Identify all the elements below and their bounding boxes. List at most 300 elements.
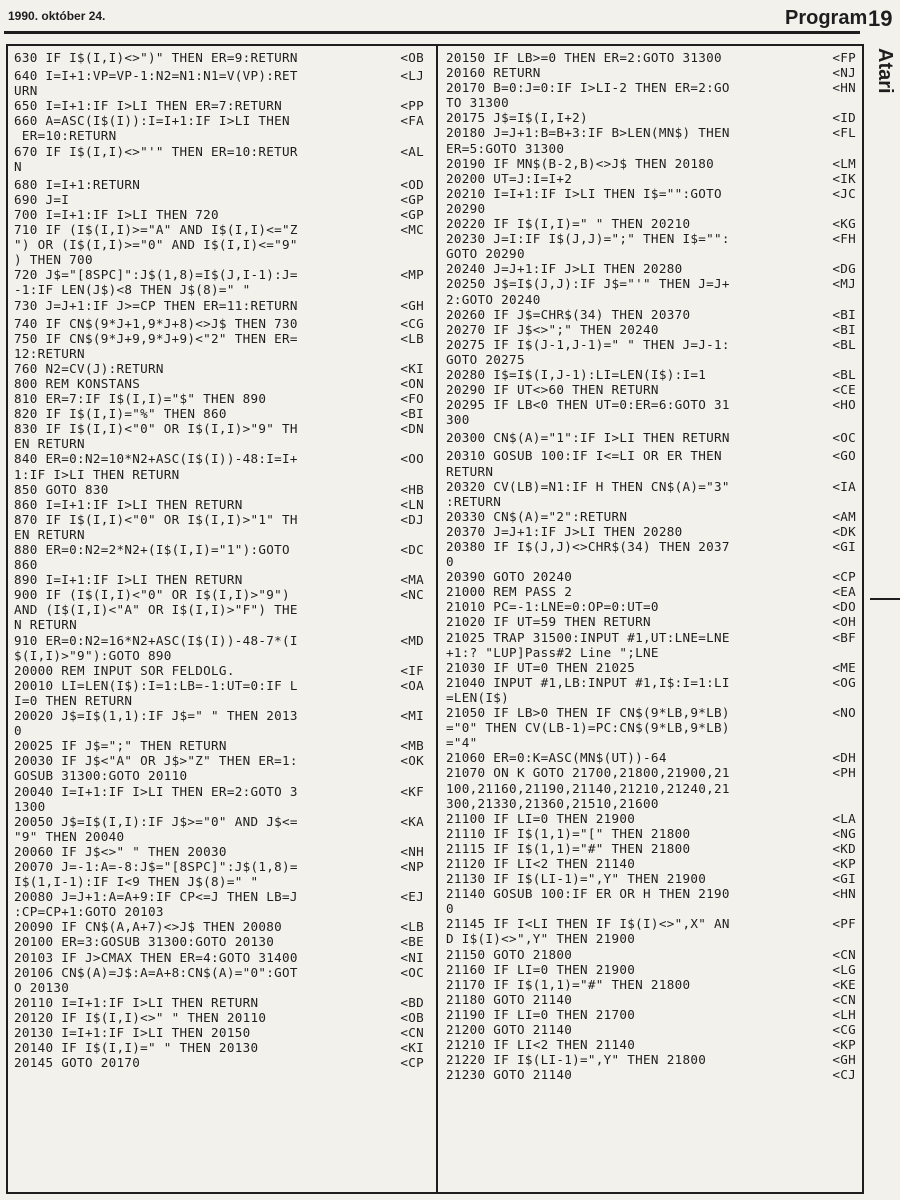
column-divider [436,46,438,1192]
code-text: 20250 J$=I$(J,J):IF J$="'" THEN J=J+ [446,276,730,292]
code-text: 860 I=I+1:IF I>LI THEN RETURN [14,496,243,512]
code-text: 730 J=J+1:IF J>=CP THEN ER=11:RETURN [14,297,298,313]
code-text: ") OR (I$(I,I)>="0" AND I$(I,I)<="9" [14,237,298,253]
code-line [446,80,860,95]
code-text: O 20130 [14,979,70,995]
line-checksum: <OK [400,753,424,769]
code-text: 20175 J$=I$(I,I+2) [446,110,588,126]
code-line [14,159,428,174]
code-line [446,735,860,750]
line-checksum: <MD [400,632,424,648]
code-text: 0 [14,723,22,739]
line-checksum: <FH [832,231,856,247]
code-line [14,829,428,844]
code-line [446,448,860,463]
line-checksum: <CN [400,1025,424,1040]
code-text: 20025 IF J$=";" THEN RETURN [14,738,227,754]
code-line [14,784,428,799]
code-text: 21180 GOTO 21140 [446,991,573,1007]
code-text: 20040 I=I+1:IF I>LI THEN ER=2:GOTO 3 [14,783,298,799]
code-line [446,614,860,629]
code-text: 20290 IF UT<>60 THEN RETURN [446,382,659,398]
code-line [14,693,428,708]
code-text: 890 I=I+1:IF I>LI THEN RETURN [14,572,243,588]
code-text: 21160 IF LI=0 THEN 21900 [446,961,636,977]
line-checksum: <KI [400,360,424,376]
code-text: 20170 B=0:J=0:IF I>LI-2 THEN ER=2:GO [446,80,730,96]
code-text: $(I,I)>"9"):GOTO 890 [14,647,172,663]
code-text: GOTO 20275 [446,351,525,367]
code-text: 21140 GOSUB 100:IF ER OR H THEN 2190 [446,886,730,902]
line-checksum: <DC [400,542,424,557]
code-line [14,557,428,572]
line-checksum: <OB [400,1009,424,1025]
line-checksum: <NC [400,587,424,603]
code-text: 720 J$="[8SPC]":J$(1,8)=I$(J,I-1):J= [14,267,298,283]
line-checksum: <MI [400,708,424,724]
code-line [14,237,428,252]
code-text: 740 IF CN$(9*J+1,9*J+8)<>J$ THEN 730 [14,315,298,331]
code-line [14,889,428,904]
code-text: 20310 GOSUB 100:IF I<=LI OR ER THEN [446,448,722,464]
line-checksum: <BF [832,629,856,645]
code-line [14,128,428,143]
line-checksum: <GI [832,871,856,887]
line-checksum: <IK [832,170,856,186]
code-text: 20020 J$=I$(1,1):IF J$=" " THEN 2013 [14,708,298,724]
code-text: 21010 PC=-1:LNE=0:OP=0:UT=0 [446,599,659,615]
code-line [14,98,428,113]
code-line [14,346,428,361]
code-line [446,690,860,705]
code-line [446,630,860,645]
code-line [446,1067,860,1082]
code-line [14,527,428,542]
line-checksum: <KG [832,216,856,232]
line-checksum: <OB [400,50,424,65]
line-checksum: <MC [400,222,424,238]
code-line [446,65,860,80]
code-line [14,663,428,678]
code-text: 680 I=I+1:RETURN [14,176,141,192]
line-checksum: <HB [400,481,424,497]
code-text: 750 IF CN$(9*J+9,9*J+9)<"2" THEN ER= [14,330,298,346]
code-text: 21120 IF LI<2 THEN 21140 [446,855,636,871]
code-line [14,68,428,83]
code-line [446,841,860,856]
line-checksum: <DH [832,750,856,766]
line-checksum: <OG [832,674,856,690]
code-text: 20110 I=I+1:IF I>LI THEN RETURN [14,994,259,1010]
code-line [14,678,428,693]
line-checksum: <ME [832,659,856,675]
code-line [14,587,428,602]
code-text: 20295 IF LB<0 THEN UT=0:ER=6:GOTO 31 [446,397,730,413]
code-line [446,1052,860,1067]
issue-date: 1990. október 24. [8,9,106,23]
line-checksum: <CE [832,382,856,398]
code-line [446,705,860,720]
code-line [446,886,860,901]
code-line [14,738,428,753]
code-text: 910 ER=0:N2=16*N2+ASC(I$(I))-48-7*(I [14,632,298,648]
code-line [446,292,860,307]
code-text: 21025 TRAP 31500:INPUT #1,UT:LNE=LNE [446,629,730,645]
line-checksum: <OD [400,176,424,192]
code-line [14,995,428,1010]
line-checksum: <HN [832,886,856,902]
code-text: 20190 IF MN$(B-2,B)<>J$ THEN 20180 [446,155,714,171]
code-line [446,977,860,992]
code-text: 840 ER=0:N2=10*N2+ASC(I$(I))-48:I=I+ [14,451,298,467]
code-text: 21130 IF I$(LI-1)=",Y" THEN 21900 [446,871,707,887]
code-text: 2:GOTO 20240 [446,291,541,307]
line-checksum: <BI [832,321,856,337]
code-line [446,509,860,524]
code-line [14,361,428,376]
line-checksum: <OC [832,430,856,446]
code-text: 20000 REM INPUT SOR FELDOLG. [14,662,235,678]
line-checksum: <JC [832,185,856,201]
line-checksum: <LB [400,330,424,346]
code-line [446,125,860,140]
code-line [14,844,428,859]
code-text: TO 31300 [446,95,510,111]
code-line [14,904,428,919]
code-text: GOSUB 31300:GOTO 20110 [14,768,188,784]
code-text: 20220 IF I$(I,I)=" " THEN 20210 [446,216,691,232]
line-checksum: <DO [832,599,856,615]
code-text: 20030 IF J$<"A" OR J$>"Z" THEN ER=1: [14,753,298,769]
line-checksum: <GI [832,539,856,554]
code-line [446,231,860,246]
code-text: 21170 IF I$(1,1)="#" THEN 21800 [446,976,691,992]
code-text: 20200 UT=J:I=I+2 [446,170,573,186]
code-text: 100,21160,21190,21140,21210,21240,21 [446,780,730,796]
code-line [14,144,428,159]
code-text: 900 IF (I$(I,I)<"0" OR I$(I,I)>"9") [14,587,290,603]
code-line [14,467,428,482]
code-text: 20260 IF J$=CHR$(34) THEN 20370 [446,306,691,322]
code-line [14,799,428,814]
line-checksum: <CN [832,991,856,1007]
header-rule [4,31,860,34]
code-text: ="0" THEN CV(LB-1)=PC:CN$(9*LB,9*LB) [446,720,730,736]
code-text: 630 IF I$(I,I)<>")" THEN ER=9:RETURN [14,50,298,65]
line-checksum: <PF [832,916,856,932]
line-checksum: <CN [832,946,856,962]
code-text: 20380 IF I$(J,J)<>CHR$(34) THEN 2037 [446,539,730,554]
code-text: URN [14,83,38,99]
line-checksum: <DG [832,261,856,277]
code-text: 860 [14,557,38,573]
code-text: 20210 I=I+1:IF I>LI THEN I$="":GOTO [446,185,722,201]
code-text: 20120 IF I$(I,I)<>" " THEN 20110 [14,1009,267,1025]
code-text: 20150 IF LB>=0 THEN ER=2:GOTO 31300 [446,50,722,65]
code-line [14,1040,428,1055]
code-text: 21000 REM PASS 2 [446,584,573,600]
line-checksum: <NG [832,825,856,841]
code-line [14,859,428,874]
code-line [446,826,860,841]
code-line [446,871,860,886]
code-line [14,708,428,723]
code-line [14,753,428,768]
line-checksum: <ON [400,375,424,391]
line-checksum: <LN [400,496,424,512]
line-checksum: <DK [832,523,856,539]
code-text: 20010 LI=LEN(I$):I=1:LB=-1:UT=0:IF L [14,677,298,693]
code-text: 1300 [14,798,46,814]
code-line [446,322,860,337]
code-line [446,916,860,931]
code-line [446,811,860,826]
line-checksum: <HN [832,80,856,96]
code-text: 1:IF I>LI THEN RETURN [14,466,180,482]
code-text: 21100 IF LI=0 THEN 21900 [446,810,636,826]
code-line [446,216,860,231]
code-text: 21060 ER=0:K=ASC(MN$(UT))-64 [446,750,667,766]
code-line [14,542,428,557]
line-checksum: <EA [832,584,856,600]
code-text: 20230 J=I:IF I$(J,J)=";" THEN I$="": [446,231,730,247]
code-text: 21020 IF UT=59 THEN RETURN [446,614,651,630]
code-text: 20270 IF J$<>";" THEN 20240 [446,321,659,337]
code-line [446,901,860,916]
code-text: N [14,158,22,174]
code-line [446,1007,860,1022]
code-line [446,141,860,156]
code-text: 21040 INPUT #1,LB:INPUT #1,I$:I=1:LI [446,674,730,690]
code-text: 20106 CN$(A)=J$:A=A+8:CN$(A)="0":GOT [14,964,298,980]
line-checksum: <CG [832,1022,856,1037]
line-checksum: <GH [832,1052,856,1068]
line-checksum: <MA [400,572,424,588]
code-line [14,267,428,282]
line-checksum: <EJ [400,889,424,905]
line-checksum: <MB [400,738,424,754]
line-checksum: <HO [832,397,856,413]
code-text: 830 IF I$(I,I)<"0" OR I$(I,I)>"9" TH [14,421,298,437]
line-checksum: <KI [400,1040,424,1056]
code-text: 21220 IF I$(LI-1)=",Y" THEN 21800 [446,1052,707,1068]
line-checksum: <OA [400,677,424,693]
code-text: 20140 IF I$(I,I)=" " THEN 20130 [14,1040,259,1056]
code-text: 810 ER=7:IF I$(I,I)="$" THEN 890 [14,391,267,407]
code-text: 690 J=I [14,191,70,207]
code-line [14,222,428,237]
line-checksum: <MP [400,267,424,283]
code-text: 20180 J=J+1:B=B+3:IF B>LEN(MN$) THEN [446,125,730,141]
code-text: 850 GOTO 830 [14,481,109,497]
code-text: "9" THEN 20040 [14,828,125,844]
code-text: =LEN(I$) [446,689,510,705]
code-text: 20240 J=J+1:IF J>LI THEN 20280 [446,261,683,277]
line-checksum: <LM [832,155,856,171]
line-checksum: <FP [832,50,856,65]
code-text: 300,21330,21360,21510,21600 [446,795,659,811]
code-line [446,171,860,186]
line-checksum: <LA [832,810,856,826]
code-text: I=0 THEN RETURN [14,692,133,708]
line-checksum: <CG [400,315,424,331]
code-line [446,479,860,494]
line-checksum: <BE [400,934,424,950]
code-line [446,276,860,291]
line-checksum: <KD [832,840,856,856]
line-checksum: <BL [832,366,856,382]
code-line [446,412,860,427]
listing-column-right [446,50,860,1190]
line-checksum: <GO [832,448,856,464]
code-line [446,1022,860,1037]
code-text: 20300 CN$(A)="1":IF I>LI THEN RETURN [446,430,730,446]
code-line [446,352,860,367]
line-checksum: <IA [832,478,856,494]
line-checksum: <GH [400,297,424,313]
code-line [14,376,428,391]
line-checksum: <CP [400,1055,424,1071]
code-text: 20390 GOTO 20240 [446,569,573,585]
line-checksum: <NO [832,705,856,721]
code-text: 20370 J=J+1:IF J>LI THEN 20280 [446,523,683,539]
code-text: 800 REM KONSTANS [14,375,141,391]
code-text: 660 A=ASC(I$(I)):I=I+1:IF I>LI THEN [14,113,290,129]
line-checksum: <PH [832,765,856,781]
code-text: 21110 IF I$(1,1)="[" THEN 21800 [446,825,691,841]
line-checksum: <AM [832,508,856,524]
line-checksum: <LH [832,1006,856,1022]
line-checksum: <LB [400,919,424,935]
code-line [14,919,428,934]
line-checksum: <OH [832,614,856,630]
code-line [446,110,860,125]
line-checksum: <KF [400,783,424,799]
code-line [446,50,860,65]
code-line [14,282,428,297]
code-line [446,524,860,539]
code-text: 21145 IF I<LI THEN IF I$(I)<>",X" AN [446,916,730,932]
code-line [14,768,428,783]
code-text: 760 N2=CV(J):RETURN [14,360,164,376]
line-checksum: <OO [400,451,424,467]
code-line [446,464,860,479]
code-text: 0 [446,554,454,570]
code-text: GOTO 20290 [446,246,525,262]
code-line [446,931,860,946]
code-line [14,1025,428,1040]
code-line [446,201,860,216]
code-text: ="4" [446,735,478,751]
code-line [14,50,428,65]
code-text: 20050 J$=I$(I,I):IF J$>="0" AND J$<= [14,813,298,829]
section-title: Program [785,7,868,29]
line-checksum: <KE [832,976,856,992]
code-text: 20070 J=-1:A=-8:J$="[8SPC]":J$(1,8)= [14,858,298,874]
code-line [446,796,860,811]
line-checksum: <BI [832,306,856,322]
line-checksum: <GP [400,206,424,222]
code-line [446,307,860,322]
listing-column-left [14,50,428,1190]
code-text: 12:RETURN [14,345,85,361]
code-line [14,252,428,267]
code-line [14,391,428,406]
line-checksum: <IF [400,662,424,678]
code-text: 0 [446,901,454,917]
line-checksum: <NI [400,949,424,965]
line-checksum: <FO [400,391,424,407]
code-line [446,584,860,599]
code-text: 640 I=I+1:VP=VP-1:N2=N1:N1=V(VP):RET [14,68,298,84]
code-text: 20145 GOTO 20170 [14,1055,141,1071]
code-text: EN RETURN [14,526,85,542]
code-line [14,316,428,331]
code-line [446,95,860,110]
code-text: 20103 IF J>CMAX THEN ER=4:GOTO 31400 [14,949,298,965]
code-line [14,113,428,128]
code-text: AND (I$(I,I)<"A" OR I$(I,I)>"F") THE [14,602,298,618]
code-line [14,648,428,663]
line-checksum: <DJ [400,511,424,527]
code-text: I$(1,I-1):IF I<9 THEN J$(8)=" " [14,874,259,890]
code-line [446,554,860,569]
code-text: N RETURN [14,617,78,633]
code-text: 21115 IF I$(1,1)="#" THEN 21800 [446,840,691,856]
code-line [14,950,428,965]
code-text: 21190 IF LI=0 THEN 21700 [446,1006,636,1022]
code-text: 670 IF I$(I,I)<>"'" THEN ER=10:RETUR [14,143,298,159]
code-text: 21230 GOTO 21140 [446,1067,573,1083]
code-line [14,617,428,632]
code-line [14,1055,428,1070]
code-text: 20280 I$=I$(I,J-1):LI=LEN(I$):I=1 [446,366,707,382]
line-checksum: <FA [400,113,424,129]
code-text: 21210 IF LI<2 THEN 21140 [446,1037,636,1053]
line-checksum: <LJ [400,68,424,84]
line-checksum: <GP [400,191,424,207]
code-text: 820 IF I$(I,I)="%" THEN 860 [14,406,227,422]
code-text: D I$(I)<>",Y" THEN 21900 [446,931,636,947]
line-checksum: <AL [400,143,424,159]
code-text: 21200 GOTO 21140 [446,1022,573,1037]
code-text: 870 IF I$(I,I)<"0" OR I$(I,I)>"1" TH [14,511,298,527]
code-text: 20330 CN$(A)="2":RETURN [446,508,628,524]
code-line [14,874,428,889]
code-line [14,633,428,648]
line-checksum: <BL [832,336,856,352]
code-line [14,497,428,512]
side-rule [870,598,900,600]
code-line [446,156,860,171]
code-line [14,436,428,451]
line-checksum: <DN [400,421,424,437]
code-line [14,965,428,980]
side-tab-label: Atari [874,48,896,94]
line-checksum: <KP [832,855,856,871]
code-line [446,494,860,509]
code-line [14,934,428,949]
code-line [14,331,428,346]
code-line [14,451,428,466]
program-listing [6,44,864,1194]
line-checksum: <NP [400,858,424,874]
code-line [446,382,860,397]
code-line [14,512,428,527]
code-line [14,298,428,313]
code-line [446,337,860,352]
code-line [446,186,860,201]
